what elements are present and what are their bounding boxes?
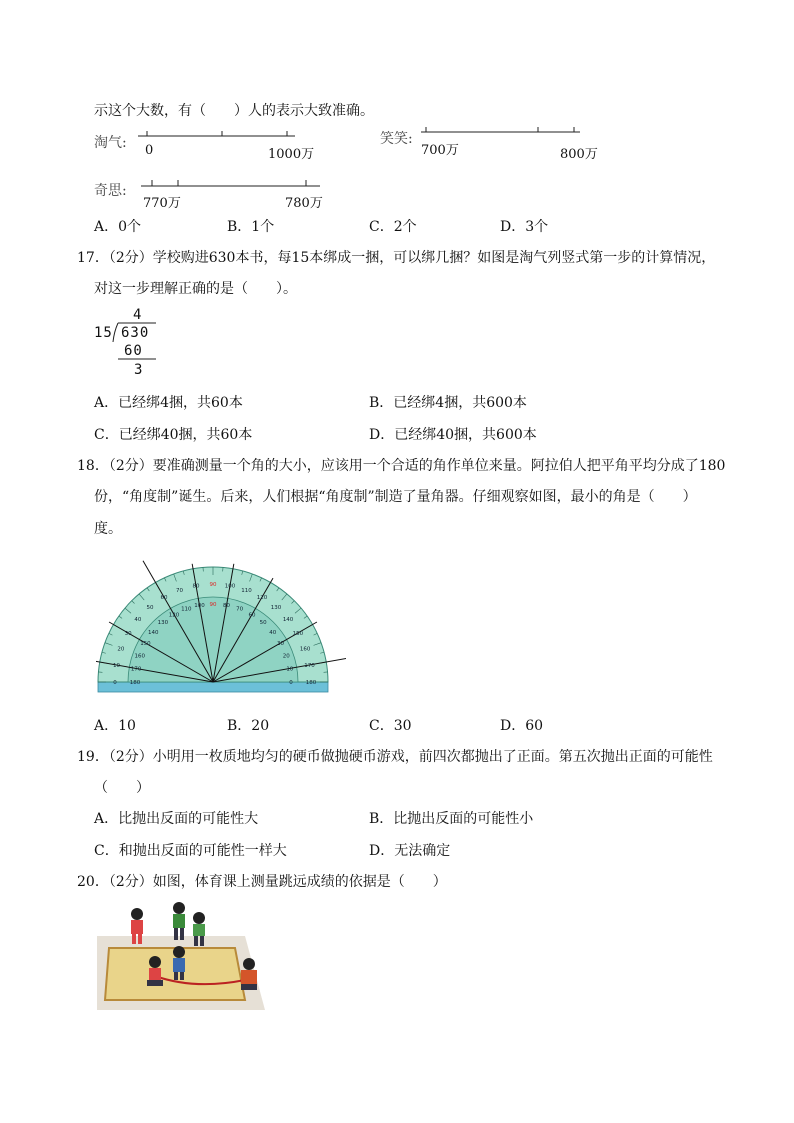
protractor-mark: 170 [304, 662, 315, 669]
q18-option-b[interactable]: B．20 [227, 718, 270, 734]
protractor-mark: 60 [160, 595, 168, 602]
q17-stem-line2: 对这一步理解正确的是（ ）。 [94, 281, 297, 297]
numberline-label-taoqi: 淘气: [94, 135, 127, 151]
protractor-mark: 40 [134, 617, 142, 624]
q19-option-c[interactable]: C．和抛出反面的可能性一样大 [94, 843, 287, 859]
numberline-label-xiaoxiao: 笑笑: [380, 131, 413, 147]
q18-option-c[interactable]: C．30 [369, 718, 412, 734]
protractor-mark: 80 [192, 583, 200, 590]
protractor-mark: 180 [129, 680, 141, 686]
q17-option-d[interactable]: D．已经绑40捆，共600本 [369, 427, 537, 443]
protractor-mark: 110 [241, 587, 252, 594]
protractor-mark: 90 [209, 582, 217, 588]
protractor-mark: 140 [282, 617, 294, 624]
protractor-mark: 100 [194, 603, 205, 610]
protractor-mark: 20 [282, 653, 290, 660]
protractor-mark: 70 [236, 606, 244, 613]
q19-option-d[interactable]: D．无法确定 [369, 843, 451, 859]
protractor-mark: 10 [286, 666, 294, 673]
q19-stem-line2: （ ） [94, 780, 150, 796]
q17-option-a[interactable]: A．已经绑4捆，共60本 [94, 395, 243, 411]
numberline-label-qisi: 奇思: [94, 183, 127, 199]
protractor-mark: 130 [270, 604, 282, 611]
child-figure [147, 956, 163, 986]
q16-option-a[interactable]: A．0个 [94, 219, 142, 235]
division-dividend: 630 [121, 325, 150, 341]
protractor-mark: 150 [292, 631, 304, 637]
protractor-figure [96, 558, 346, 698]
protractor-mark: 0 [289, 680, 293, 686]
division-product: 60 [124, 343, 143, 359]
q16-option-b[interactable]: B．1个 [227, 219, 275, 235]
protractor-mark: 60 [248, 612, 256, 619]
protractor-mark: 40 [269, 629, 277, 636]
numberline-xiaoxiao-right: 800万 [560, 147, 598, 162]
numberline-taoqi-left: 0 [145, 143, 154, 158]
child-figure [241, 958, 257, 990]
protractor-mark: 110 [181, 606, 192, 613]
q20-stem-line1: 20．（2分）如图，体育课上测量跳远成绩的依据是（ ） [77, 874, 447, 890]
protractor-mark: 10 [112, 662, 120, 669]
division-divisor: 15 [94, 325, 113, 341]
q16-stem-tail: 示这个大数，有（ ）人的表示大致准确。 [94, 103, 374, 119]
division-quotient: 4 [133, 307, 142, 323]
protractor-mark: 120 [168, 612, 180, 619]
q17-stem-line1: 17．（2分）学校购进630本书，每15本绑成一捆，可以绑几捆？如图是淘气列竖式第一步的计算情况， [77, 250, 716, 266]
q18-stem-line1: 18．（2分）要准确测量一个角的大小，应该用一个合适的角作单位来量。阿拉伯人把平角平均分成了180 [77, 458, 726, 474]
protractor-mark: 160 [299, 646, 311, 653]
protractor-mark: 140 [147, 629, 159, 636]
protractor-mark: 170 [130, 666, 142, 673]
q18-stem-line3: 度。 [94, 521, 122, 537]
numberline-xiaoxiao-left: 700万 [421, 143, 459, 158]
q17-option-b[interactable]: B．已经绑4捆，共600本 [369, 395, 527, 411]
protractor-mark: 50 [259, 620, 267, 627]
q18-stem-line2: 份，“角度制”诞生。后来，人们根据“角度制”制造了量角器。仔细观察如图，最小的角是（ ） [94, 489, 697, 505]
protractor-mark: 20 [117, 646, 125, 653]
numberline-qisi-right: 780万 [285, 196, 323, 211]
q17-option-c[interactable]: C．已经绑40捆，共60本 [94, 427, 253, 443]
protractor-mark: 30 [277, 641, 285, 647]
protractor-mark: 180 [305, 680, 317, 686]
q19-option-b[interactable]: B．比抛出反面的可能性小 [369, 811, 534, 827]
protractor-mark: 70 [175, 587, 183, 594]
protractor-mark: 90 [209, 602, 217, 608]
protractor-mark: 50 [146, 604, 154, 611]
numberline-taoqi-right: 1000万 [268, 147, 315, 162]
protractor-mark: 0 [113, 680, 117, 686]
q19-option-a[interactable]: A．比抛出反面的可能性大 [94, 811, 259, 827]
q18-option-a[interactable]: A．10 [94, 718, 136, 734]
protractor-mark: 100 [224, 583, 236, 590]
q18-option-d[interactable]: D．60 [500, 718, 544, 734]
protractor-mark: 160 [134, 653, 145, 660]
child-figure [173, 902, 185, 940]
long-jump-illustration [95, 900, 267, 1012]
protractor-mark: 30 [124, 631, 132, 637]
protractor-mark: 120 [256, 595, 268, 602]
q16-option-c[interactable]: C．2个 [369, 219, 417, 235]
numberline-qisi-left: 770万 [143, 196, 181, 211]
protractor-mark: 150 [140, 641, 151, 647]
division-remainder: 3 [134, 362, 143, 378]
protractor-mark: 130 [157, 620, 169, 627]
q19-stem-line1: 19．（2分）小明用一枚质地均匀的硬币做抛硬币游戏，前四次都抛出了正面。第五次抛出正面的可能性 [77, 749, 713, 765]
q16-option-d[interactable]: D．3个 [500, 219, 549, 235]
protractor-mark: 80 [223, 603, 231, 610]
